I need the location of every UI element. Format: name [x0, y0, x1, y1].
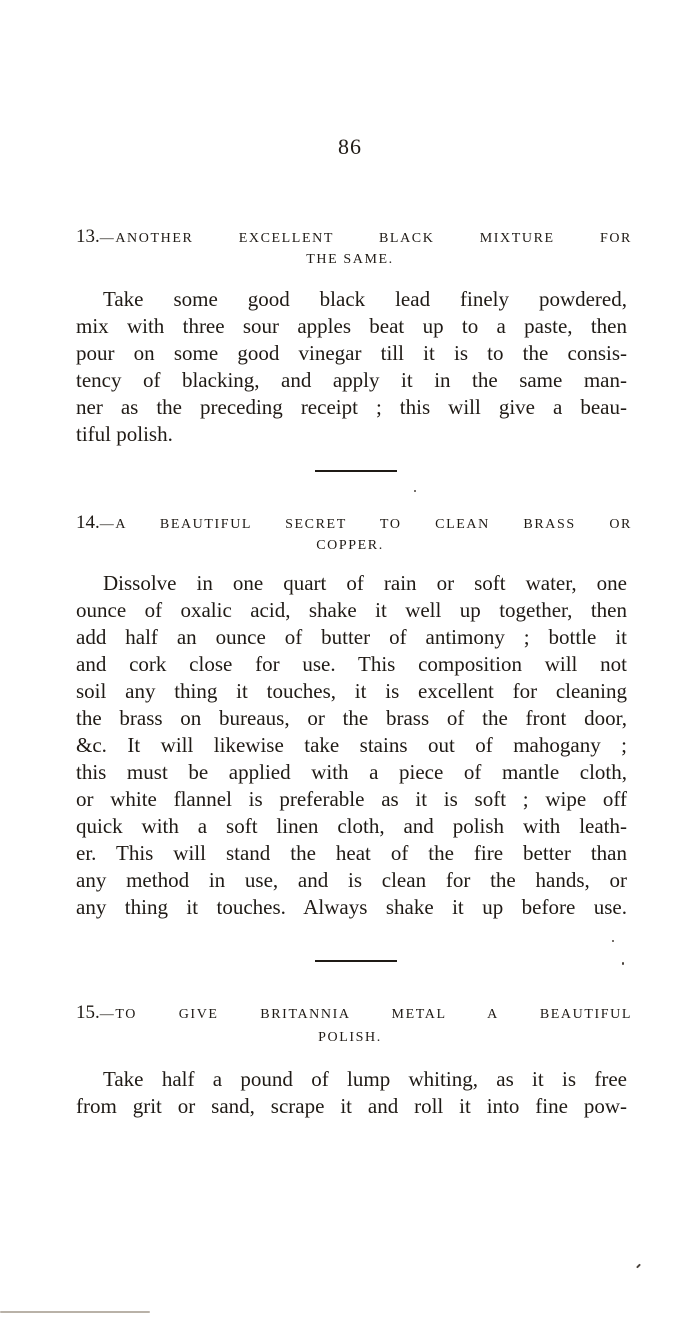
section-14-title-line2: COPPER.: [316, 538, 384, 553]
section-15-heading: [76, 1000, 632, 1027]
text-line: pour on some good vinegar till it is to the consis-: [76, 341, 627, 365]
text-line: Take half a pound of lump whiting, as it is free: [103, 1067, 627, 1091]
scan-mark: [636, 1264, 641, 1269]
section-14-heading: [76, 510, 632, 537]
text-line: any thing it touches. Always shake it up before use.: [76, 895, 627, 919]
section-13-title-line2: THE SAME.: [306, 252, 394, 267]
text-line: this must be applied with a piece of mantle cloth,: [76, 760, 627, 784]
section-divider: [315, 470, 397, 472]
section-13-body: [76, 286, 627, 448]
section-14-title-line1: —A BEAUTIFUL SECRET TO CLEAN BRASS OR: [99, 517, 632, 532]
text-line: from grit or sand, scrape it and roll it into fine pow-: [76, 1094, 627, 1118]
section-15-body: [76, 1066, 627, 1120]
scan-mark: [612, 940, 614, 942]
section-15-number: 15.: [76, 1002, 100, 1023]
section-13-title-line1: —ANOTHER EXCELLENT BLACK MIXTURE FOR: [99, 231, 632, 246]
section-14-number: 14.: [76, 512, 100, 533]
text-line: er. This will stand the heat of the fire better than: [76, 841, 627, 865]
text-line: tiful polish.: [76, 422, 173, 446]
text-line: or white flannel is preferable as it is soft ; wipe off: [76, 787, 627, 811]
text-line: &c. It will likewise take stains out of mahogany ;: [76, 733, 627, 757]
text-line: quick with a soft linen cloth, and polish with leath-: [76, 814, 627, 838]
scan-mark: [414, 490, 416, 492]
section-14-body: [76, 570, 627, 921]
section-divider: [315, 960, 397, 962]
scan-edge: [0, 1311, 150, 1313]
text-line: add half an ounce of butter of antimony ; bottle it: [76, 625, 627, 649]
section-13-heading: [76, 224, 632, 251]
text-line: ner as the preceding receipt ; this will give a beau-: [76, 395, 627, 419]
text-line: ounce of oxalic acid, shake it well up together, then: [76, 598, 627, 622]
text-line: and cork close for use. This composition will not: [76, 652, 627, 676]
section-13-number: 13.: [76, 226, 100, 247]
text-line: Dissolve in one quart of rain or soft water, one: [103, 571, 627, 595]
text-line: tency of blacking, and apply it in the same man-: [76, 368, 627, 392]
section-15-title-line2: POLISH.: [318, 1030, 382, 1045]
text-line: any method in use, and is clean for the hands, or: [76, 868, 627, 892]
scan-mark: [622, 962, 624, 965]
section-15-title-line1: —TO GIVE BRITANNIA METAL A BEAUTIFUL: [99, 1007, 632, 1022]
text-line: soil any thing it touches, it is excellent for cleaning: [76, 679, 627, 703]
text-line: mix with three sour apples beat up to a paste, then: [76, 314, 627, 338]
text-line: Take some good black lead finely powdered,: [103, 287, 627, 311]
text-line: the brass on bureaus, or the brass of the front door,: [76, 706, 627, 730]
page-number: 86: [338, 134, 362, 159]
